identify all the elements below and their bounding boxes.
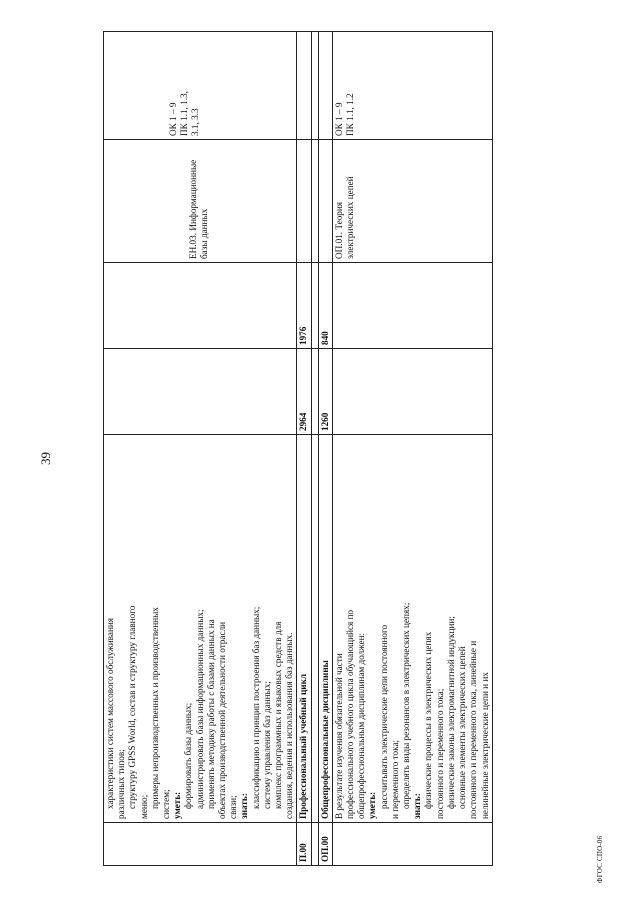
znat-label: знать: <box>239 793 250 819</box>
text-line: физические процессы в электрических цепях <box>423 631 434 809</box>
text-line: меню; <box>138 794 149 819</box>
page-number: 39 <box>38 452 53 465</box>
table-row-continuation <box>104 32 297 866</box>
separator-row <box>311 32 318 866</box>
max-hours-cell: 2964 <box>297 349 311 435</box>
text-line: комплекс программных и языковых средств для <box>273 621 284 809</box>
title-cell: Профессиональный учебный цикл <box>297 435 311 823</box>
max-hours-cell: 1260 <box>318 349 332 435</box>
title-cell: Общепрофессиональные дисциплины <box>318 435 332 823</box>
text-line: постоянного и переменного тока; <box>434 688 445 819</box>
table-row-p00 <box>297 32 311 866</box>
table-row-op00 <box>318 32 332 866</box>
code-cell: П.00 <box>297 823 311 866</box>
class-hours-cell: 840 <box>318 263 332 349</box>
table-row-op01 <box>332 32 492 866</box>
class-hours-cell <box>332 263 492 349</box>
text-line: систему управления баз данных; <box>261 681 272 809</box>
requirements-cell <box>332 435 492 823</box>
code-cell <box>332 823 492 866</box>
text-line: объектах производственной деятельности отрасли <box>217 621 228 819</box>
competency-line: ОК 1 – 9 <box>168 102 178 136</box>
text-line: администрировать базы информационных данных; <box>194 609 205 809</box>
text-line: постоянного и переменного тока, линейные и <box>468 640 479 819</box>
text-line: примеры непроизводственных и производственных <box>149 607 160 809</box>
text-line: характеристики систем массового обслуживания <box>105 617 115 809</box>
max-hours-cell <box>332 349 492 435</box>
competencies-cell <box>104 32 297 140</box>
discipline-cell <box>297 140 311 263</box>
text-line: создания, ведения и использования баз данных. <box>284 632 295 819</box>
competencies-cell <box>332 32 492 140</box>
competencies-cell <box>318 32 332 140</box>
competency-line: 3.1, 3.3 <box>190 108 201 136</box>
class-hours-cell: 1976 <box>297 263 311 349</box>
text-line: рассчитывать электрические цепи постоянного <box>378 624 389 809</box>
competency-line: ПК 1.1, 1.2 <box>345 93 356 136</box>
text-line: В результате изучения обязательной части <box>333 653 344 819</box>
discipline-cell <box>318 140 332 263</box>
text-line: физические законы электромагнитной индукции; <box>445 616 456 809</box>
discipline-name: ОП.01. Теория электрических цепей <box>333 176 356 259</box>
text-line: общепрофессиональным дисциплинам должен: <box>356 632 367 819</box>
text-line: профессионального учебного цикла обучающийся по <box>345 609 356 819</box>
discipline-cell <box>104 140 297 263</box>
competency-line: ПК 1.1, 1.3, <box>179 91 190 136</box>
max-hours-cell <box>104 349 297 435</box>
code-cell: ОП.00 <box>318 823 332 866</box>
curriculum-table <box>103 31 493 866</box>
text-line: формировать базы данных; <box>183 702 194 809</box>
umet-label: уметь: <box>172 791 183 819</box>
text-line: определять виды резонансов в электрических цепях; <box>401 602 412 809</box>
text-line: классификацию и принцип построения баз данных; <box>250 606 261 809</box>
footer-label: ФГОС СПО-06 <box>596 835 604 883</box>
competency-line: ОК 1 – 9 <box>333 102 344 136</box>
discipline-name: ЕН.03. Информационные базы данных <box>188 159 210 259</box>
text-line: нелинейные электрические цепи и их <box>479 672 490 819</box>
text-line: различных типов; <box>116 749 127 819</box>
competencies-cell <box>297 32 311 140</box>
text-line: систем; <box>161 789 172 819</box>
text-line: и переменного тока; <box>389 739 400 819</box>
umet-label: уметь: <box>367 791 378 819</box>
text-line: основные элементы электрических цепей <box>457 646 468 809</box>
class-hours-cell <box>104 263 297 349</box>
requirements-cell <box>104 435 297 823</box>
code-cell <box>104 823 297 866</box>
text-line: связи; <box>228 795 239 819</box>
text-line: применять методику работы с базами данных на <box>205 619 216 809</box>
discipline-cell <box>332 140 492 263</box>
znat-label: знать: <box>412 793 423 819</box>
text-line: структуру GPSS World, состав и структуру главного <box>127 605 138 809</box>
